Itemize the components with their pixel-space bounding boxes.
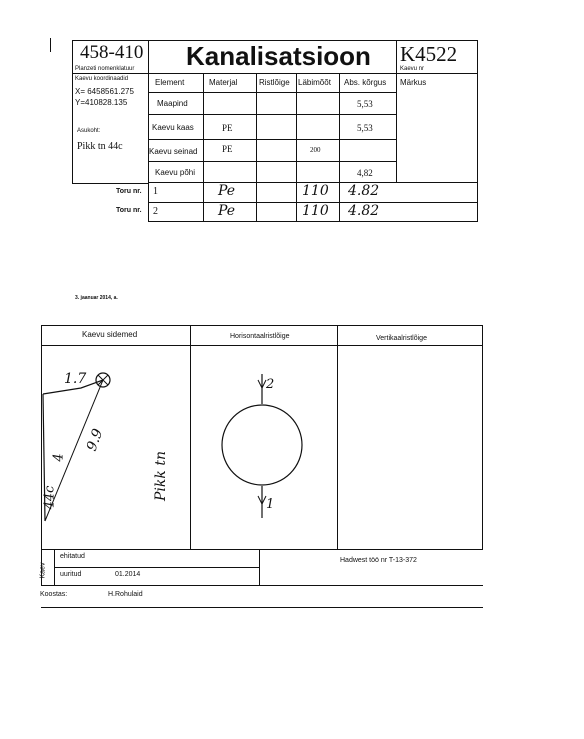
row-material-2: PE: [222, 144, 233, 154]
page-title: Kanalisatsioon: [186, 41, 371, 71]
pipe-label-1: Toru nr.: [116, 188, 142, 195]
row-height-3: 4,82: [357, 168, 373, 178]
sketch-street-label: Pikk tn: [152, 451, 169, 501]
form-border-left: [72, 40, 73, 184]
footer-divider: [259, 549, 260, 586]
footer-signature-line: [41, 607, 483, 608]
row-element-0: Maapind: [157, 99, 188, 108]
row-line-2: [148, 139, 397, 140]
pipe-diameter-2: 110: [302, 203, 329, 219]
col-title-connections: Kaevu sidemed: [82, 330, 138, 339]
sketch-border-top: [41, 325, 483, 326]
work-note: Hadwest töö nr T-13-372: [340, 557, 417, 564]
pipe-material-1: Pe: [218, 183, 236, 199]
sketch-border-right: [482, 325, 483, 550]
col-header-material: Materjal: [209, 78, 238, 87]
sketch-distance-2: 9.9: [83, 426, 107, 454]
row-height-0: 5,53: [357, 99, 373, 109]
sketch-building-2: 4: [51, 453, 67, 462]
location-value: Pikk tn 44c: [77, 141, 123, 152]
coord-y: Y=410828.135: [75, 98, 128, 107]
form-border-right: [477, 40, 478, 222]
pipe-number-1: 1: [153, 186, 158, 197]
col-header-section: Ristlõige: [259, 78, 290, 87]
col-header-element: Element: [155, 78, 185, 87]
header-bottom-line: [72, 73, 478, 74]
row-line-3: [148, 161, 397, 162]
col-title-vertical: Vertikaalristlõige: [376, 335, 427, 342]
pipe-height-2: 4.82: [348, 203, 380, 219]
row-line-6: [148, 221, 478, 222]
row-element-3: Kaevu põhi: [155, 168, 196, 177]
col-title-horizontal: Horisontaalristlõige: [230, 333, 290, 340]
inspected-label: uuritud: [60, 571, 82, 578]
nomenclature-number: 458-410: [80, 42, 144, 63]
form-border-bottom-left: [72, 183, 148, 184]
row-line-1: [148, 114, 397, 115]
pipe-out-label: 1: [266, 497, 275, 512]
inspected-value: 01.2014: [115, 571, 141, 578]
compiled-label: Koostas:: [40, 591, 68, 598]
col-header-remark: Märkus: [400, 78, 427, 87]
col-header-height: Abs. kõrgus: [344, 78, 387, 87]
nomenclature-label: Planzeti nomenklatuur: [75, 66, 135, 72]
margin-mark: [50, 38, 51, 52]
sketch-distance-1: 1.7: [64, 371, 87, 387]
footer-mid-line: [54, 567, 259, 568]
pipe-number-2: 2: [153, 206, 158, 217]
footer-side-label: Kaev: [39, 562, 47, 579]
col-divider-height: [339, 73, 340, 222]
coords-label: Kaevu koordinaadid: [75, 76, 129, 82]
location-label: Asukoht:: [77, 128, 101, 134]
horizontal-section-drawing: [191, 346, 337, 549]
col-divider-material: [203, 73, 204, 222]
pipe-label-2: Toru nr.: [116, 207, 142, 214]
col-divider-diameter: [296, 73, 297, 222]
coord-x: X= 6458561.275: [75, 87, 134, 96]
well-number: K4522: [400, 42, 458, 66]
row-height-1: 5,53: [357, 123, 373, 133]
compiled-value: H.Rohulaid: [108, 591, 143, 598]
col-divider-section: [256, 73, 257, 222]
row-material-1: PE: [222, 123, 233, 133]
column-header-line: [148, 92, 397, 93]
pipe-in-label: 2: [266, 377, 275, 392]
col-header-diameter: Läbimõõt: [298, 78, 331, 87]
row-diameter-2: 200: [310, 146, 321, 154]
well-number-label: Kaevu nr: [400, 66, 425, 72]
row-element-2: Kaevu seinad: [149, 147, 198, 156]
sketch-divider-2: [337, 325, 338, 550]
footer-bottom-line: [41, 585, 483, 586]
sketch-building-1: 44c: [42, 485, 58, 510]
date-note: 3. jaanuar 2014, a.: [75, 295, 118, 301]
form-divider-1: [148, 40, 149, 222]
row-element-1: Kaevu kaas: [152, 123, 194, 132]
pipe-diameter-1: 110: [302, 183, 329, 199]
built-label: ehitatud: [60, 553, 85, 560]
pipe-height-1: 4.82: [348, 183, 380, 199]
sketch-bottom-line: [41, 549, 483, 550]
pipe-material-2: Pe: [218, 203, 236, 219]
